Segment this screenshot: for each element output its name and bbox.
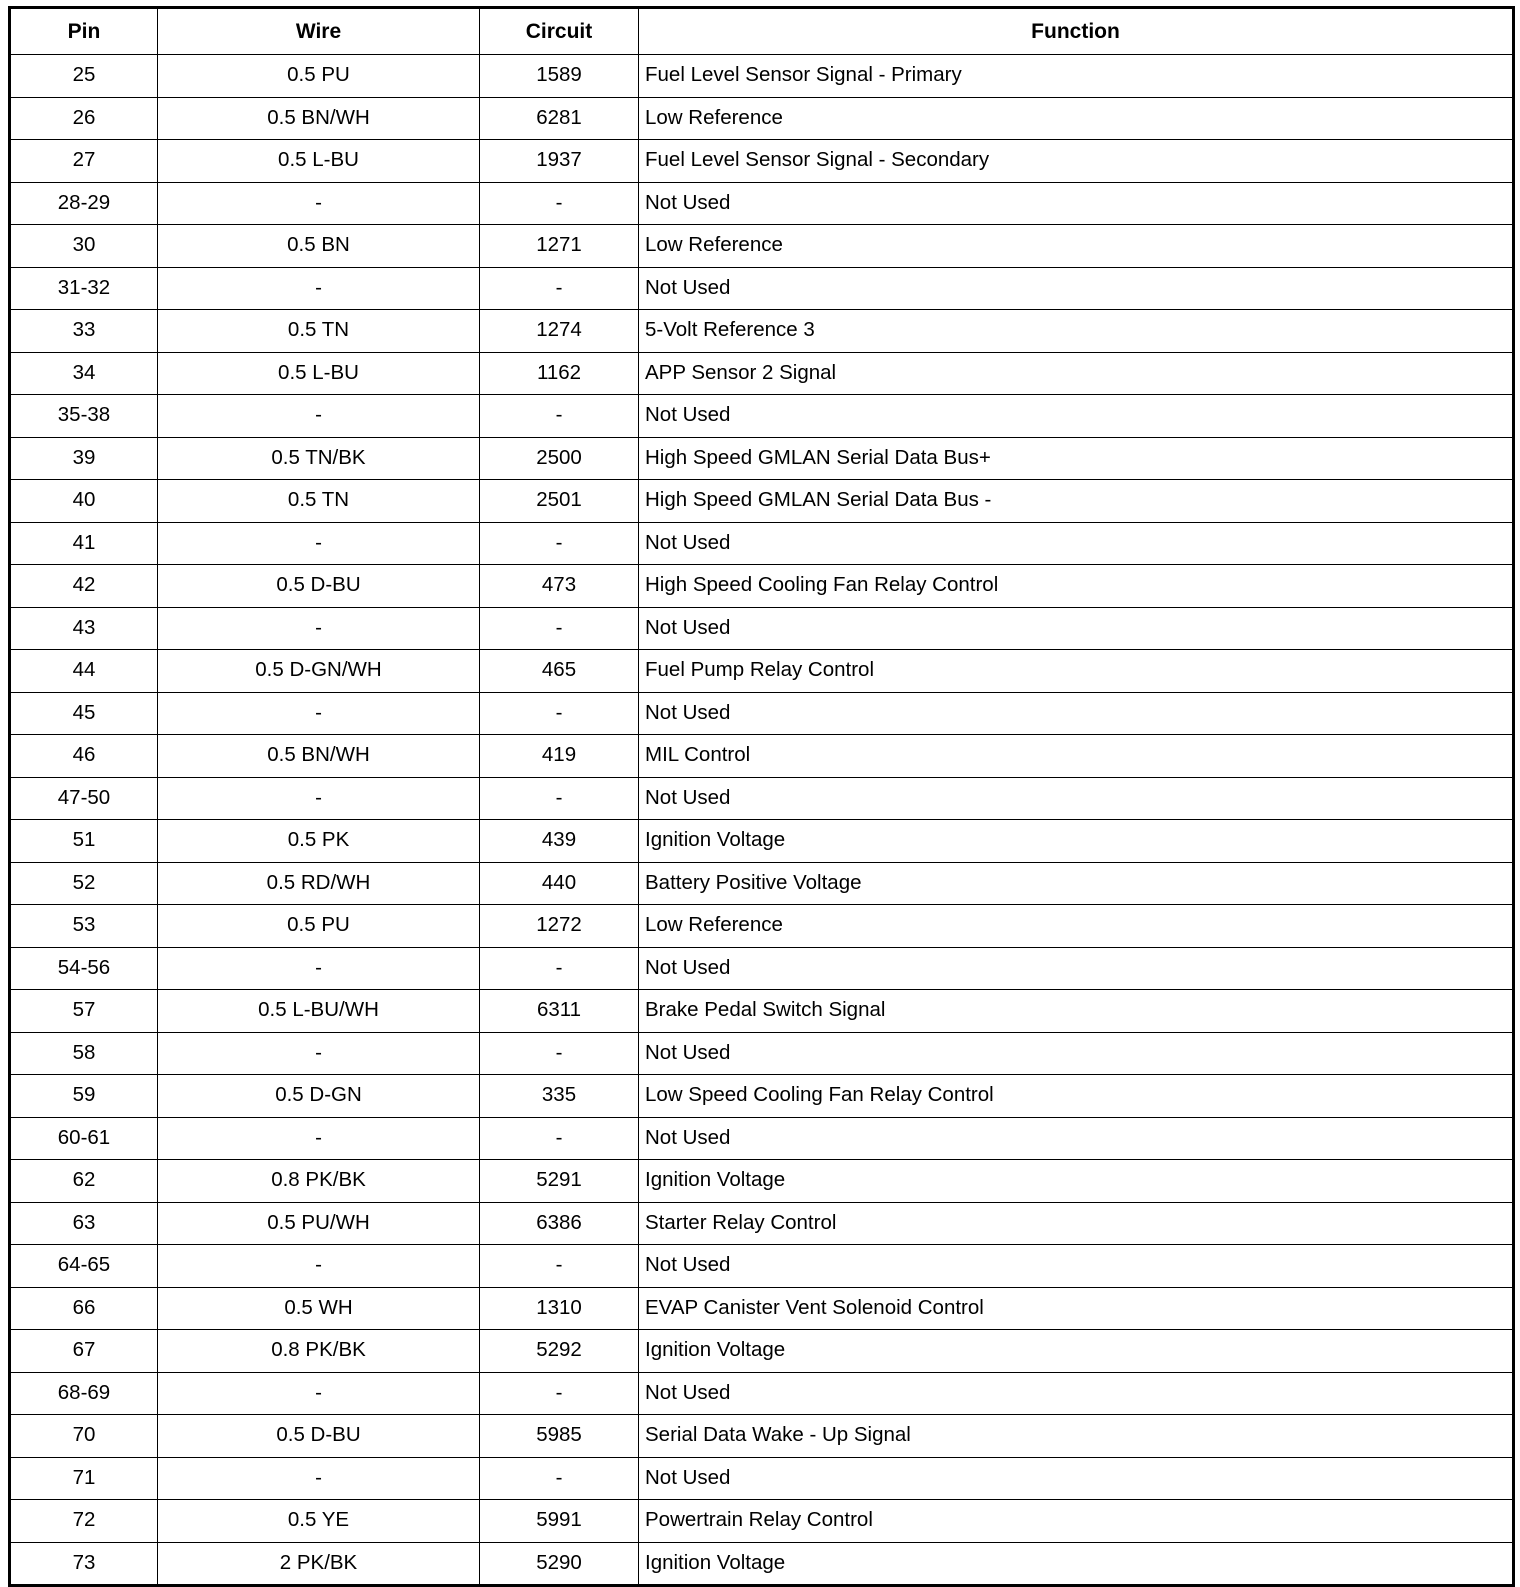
cell-wire: 0.5 PU xyxy=(158,905,480,948)
cell-wire: 0.5 TN xyxy=(158,310,480,353)
cell-wire: 0.5 TN/BK xyxy=(158,437,480,480)
table-row xyxy=(10,55,1514,98)
cell-pin: 67 xyxy=(10,1330,158,1373)
table-row xyxy=(10,1075,1514,1118)
cell-circuit: 5290 xyxy=(480,1542,639,1586)
cell-circuit: - xyxy=(480,947,639,990)
cell-pin: 52 xyxy=(10,862,158,905)
table-row xyxy=(10,1032,1514,1075)
cell-pin: 51 xyxy=(10,820,158,863)
cell-circuit: - xyxy=(480,692,639,735)
table-header xyxy=(10,8,1514,55)
cell-wire: 0.5 L-BU xyxy=(158,352,480,395)
cell-circuit: 5292 xyxy=(480,1330,639,1373)
cell-function: High Speed Cooling Fan Relay Control xyxy=(639,565,1514,608)
cell-wire: 0.5 D-GN/WH xyxy=(158,650,480,693)
cell-pin: 68-69 xyxy=(10,1372,158,1415)
cell-function: Low Reference xyxy=(639,905,1514,948)
table-row xyxy=(10,1202,1514,1245)
cell-circuit: 465 xyxy=(480,650,639,693)
cell-circuit: - xyxy=(480,522,639,565)
cell-circuit: - xyxy=(480,182,639,225)
cell-wire: 0.5 TN xyxy=(158,480,480,523)
cell-pin: 47-50 xyxy=(10,777,158,820)
cell-function: Not Used xyxy=(639,692,1514,735)
cell-function: Fuel Level Sensor Signal - Secondary xyxy=(639,140,1514,183)
cell-wire: 0.5 L-BU/WH xyxy=(158,990,480,1033)
cell-circuit: - xyxy=(480,1032,639,1075)
cell-function: Ignition Voltage xyxy=(639,1542,1514,1586)
cell-wire: 0.5 BN xyxy=(158,225,480,268)
table-row xyxy=(10,97,1514,140)
table-row xyxy=(10,267,1514,310)
cell-circuit: 439 xyxy=(480,820,639,863)
table-row xyxy=(10,140,1514,183)
cell-wire: 0.5 D-GN xyxy=(158,1075,480,1118)
cell-pin: 25 xyxy=(10,55,158,98)
cell-circuit: - xyxy=(480,395,639,438)
cell-circuit: 6386 xyxy=(480,1202,639,1245)
cell-wire: 0.5 D-BU xyxy=(158,1415,480,1458)
cell-pin: 27 xyxy=(10,140,158,183)
cell-function: Not Used xyxy=(639,607,1514,650)
cell-circuit: 1162 xyxy=(480,352,639,395)
cell-pin: 39 xyxy=(10,437,158,480)
cell-function: Not Used xyxy=(639,947,1514,990)
table-row xyxy=(10,862,1514,905)
table-row xyxy=(10,692,1514,735)
cell-function: Not Used xyxy=(639,777,1514,820)
cell-pin: 35-38 xyxy=(10,395,158,438)
cell-circuit: - xyxy=(480,1117,639,1160)
cell-function: Not Used xyxy=(639,1032,1514,1075)
cell-pin: 57 xyxy=(10,990,158,1033)
cell-pin: 54-56 xyxy=(10,947,158,990)
cell-circuit: - xyxy=(480,1457,639,1500)
cell-function: Fuel Pump Relay Control xyxy=(639,650,1514,693)
cell-function: Powertrain Relay Control xyxy=(639,1500,1514,1543)
cell-pin: 59 xyxy=(10,1075,158,1118)
cell-wire: 0.5 RD/WH xyxy=(158,862,480,905)
cell-pin: 62 xyxy=(10,1160,158,1203)
table-row xyxy=(10,395,1514,438)
cell-circuit: 2501 xyxy=(480,480,639,523)
column-header-circuit: Circuit xyxy=(480,8,639,55)
cell-function: Not Used xyxy=(639,1117,1514,1160)
cell-wire: 0.5 BN/WH xyxy=(158,735,480,778)
cell-wire: 0.5 PK xyxy=(158,820,480,863)
cell-circuit: 5991 xyxy=(480,1500,639,1543)
cell-pin: 66 xyxy=(10,1287,158,1330)
table-row xyxy=(10,990,1514,1033)
cell-function: Brake Pedal Switch Signal xyxy=(639,990,1514,1033)
cell-circuit: 1589 xyxy=(480,55,639,98)
cell-function: EVAP Canister Vent Solenoid Control xyxy=(639,1287,1514,1330)
cell-circuit: 473 xyxy=(480,565,639,608)
cell-function: Not Used xyxy=(639,522,1514,565)
table-row xyxy=(10,480,1514,523)
cell-circuit: 1272 xyxy=(480,905,639,948)
table-row xyxy=(10,1117,1514,1160)
table-row xyxy=(10,1542,1514,1586)
table-row xyxy=(10,650,1514,693)
table-row xyxy=(10,607,1514,650)
table-row xyxy=(10,1372,1514,1415)
cell-function: Ignition Voltage xyxy=(639,1160,1514,1203)
cell-circuit: 6281 xyxy=(480,97,639,140)
cell-function: Starter Relay Control xyxy=(639,1202,1514,1245)
cell-wire: 0.5 PU xyxy=(158,55,480,98)
table-header-row xyxy=(10,8,1514,55)
cell-function: Not Used xyxy=(639,395,1514,438)
cell-wire: 0.5 BN/WH xyxy=(158,97,480,140)
cell-function: Not Used xyxy=(639,1372,1514,1415)
cell-wire: - xyxy=(158,522,480,565)
cell-circuit: - xyxy=(480,1372,639,1415)
cell-pin: 53 xyxy=(10,905,158,948)
cell-wire: 0.5 YE xyxy=(158,1500,480,1543)
cell-pin: 46 xyxy=(10,735,158,778)
table-row xyxy=(10,777,1514,820)
table-row xyxy=(10,1500,1514,1543)
table-row xyxy=(10,352,1514,395)
table-row xyxy=(10,1330,1514,1373)
cell-circuit: 5985 xyxy=(480,1415,639,1458)
table-row xyxy=(10,1160,1514,1203)
cell-function: Low Reference xyxy=(639,225,1514,268)
cell-pin: 28-29 xyxy=(10,182,158,225)
table-row xyxy=(10,947,1514,990)
cell-pin: 40 xyxy=(10,480,158,523)
cell-function: Not Used xyxy=(639,1245,1514,1288)
cell-circuit: - xyxy=(480,777,639,820)
cell-pin: 71 xyxy=(10,1457,158,1500)
cell-wire: - xyxy=(158,777,480,820)
cell-pin: 33 xyxy=(10,310,158,353)
cell-circuit: 419 xyxy=(480,735,639,778)
cell-circuit: 1271 xyxy=(480,225,639,268)
cell-wire: - xyxy=(158,1032,480,1075)
cell-function: Fuel Level Sensor Signal - Primary xyxy=(639,55,1514,98)
table-body xyxy=(10,55,1514,1586)
cell-circuit: 5291 xyxy=(480,1160,639,1203)
cell-circuit: - xyxy=(480,607,639,650)
table-row xyxy=(10,820,1514,863)
cell-function: Ignition Voltage xyxy=(639,1330,1514,1373)
cell-function: 5-Volt Reference 3 xyxy=(639,310,1514,353)
cell-circuit: 440 xyxy=(480,862,639,905)
table-row xyxy=(10,1415,1514,1458)
table-row xyxy=(10,437,1514,480)
table-row xyxy=(10,565,1514,608)
table-row xyxy=(10,522,1514,565)
cell-pin: 64-65 xyxy=(10,1245,158,1288)
cell-pin: 31-32 xyxy=(10,267,158,310)
cell-function: High Speed GMLAN Serial Data Bus - xyxy=(639,480,1514,523)
table-row xyxy=(10,1457,1514,1500)
cell-pin: 43 xyxy=(10,607,158,650)
cell-function: Not Used xyxy=(639,267,1514,310)
table-row xyxy=(10,225,1514,268)
cell-pin: 42 xyxy=(10,565,158,608)
cell-function: High Speed GMLAN Serial Data Bus+ xyxy=(639,437,1514,480)
table-row xyxy=(10,735,1514,778)
cell-function: Ignition Voltage xyxy=(639,820,1514,863)
cell-wire: 0.8 PK/BK xyxy=(158,1160,480,1203)
cell-wire: - xyxy=(158,1372,480,1415)
cell-wire: 0.8 PK/BK xyxy=(158,1330,480,1373)
cell-circuit: 1274 xyxy=(480,310,639,353)
cell-wire: - xyxy=(158,607,480,650)
cell-function: Battery Positive Voltage xyxy=(639,862,1514,905)
cell-wire: - xyxy=(158,267,480,310)
cell-pin: 60-61 xyxy=(10,1117,158,1160)
cell-pin: 30 xyxy=(10,225,158,268)
table-row xyxy=(10,310,1514,353)
cell-function: Not Used xyxy=(639,1457,1514,1500)
cell-wire: - xyxy=(158,1457,480,1500)
table-row xyxy=(10,1287,1514,1330)
cell-wire: 2 PK/BK xyxy=(158,1542,480,1586)
column-header-wire: Wire xyxy=(158,8,480,55)
cell-wire: - xyxy=(158,1117,480,1160)
cell-circuit: 1937 xyxy=(480,140,639,183)
cell-pin: 45 xyxy=(10,692,158,735)
cell-pin: 44 xyxy=(10,650,158,693)
cell-pin: 34 xyxy=(10,352,158,395)
cell-wire: 0.5 D-BU xyxy=(158,565,480,608)
cell-wire: - xyxy=(158,1245,480,1288)
cell-circuit: 1310 xyxy=(480,1287,639,1330)
cell-circuit: 335 xyxy=(480,1075,639,1118)
cell-circuit: - xyxy=(480,1245,639,1288)
cell-function: Low Speed Cooling Fan Relay Control xyxy=(639,1075,1514,1118)
cell-wire: - xyxy=(158,395,480,438)
table-row xyxy=(10,182,1514,225)
cell-function: MIL Control xyxy=(639,735,1514,778)
cell-wire: - xyxy=(158,182,480,225)
column-header-pin: Pin xyxy=(10,8,158,55)
cell-wire: - xyxy=(158,692,480,735)
column-header-function: Function xyxy=(639,8,1514,55)
cell-function: Serial Data Wake - Up Signal xyxy=(639,1415,1514,1458)
cell-wire: - xyxy=(158,947,480,990)
table-row xyxy=(10,905,1514,948)
cell-pin: 63 xyxy=(10,1202,158,1245)
cell-pin: 70 xyxy=(10,1415,158,1458)
cell-function: APP Sensor 2 Signal xyxy=(639,352,1514,395)
pin-function-table xyxy=(8,6,1515,1587)
cell-pin: 26 xyxy=(10,97,158,140)
cell-circuit: - xyxy=(480,267,639,310)
cell-wire: 0.5 WH xyxy=(158,1287,480,1330)
table-row xyxy=(10,1245,1514,1288)
cell-pin: 41 xyxy=(10,522,158,565)
cell-pin: 73 xyxy=(10,1542,158,1586)
cell-pin: 72 xyxy=(10,1500,158,1543)
cell-wire: 0.5 L-BU xyxy=(158,140,480,183)
cell-wire: 0.5 PU/WH xyxy=(158,1202,480,1245)
cell-circuit: 2500 xyxy=(480,437,639,480)
cell-pin: 58 xyxy=(10,1032,158,1075)
cell-function: Low Reference xyxy=(639,97,1514,140)
cell-function: Not Used xyxy=(639,182,1514,225)
cell-circuit: 6311 xyxy=(480,990,639,1033)
